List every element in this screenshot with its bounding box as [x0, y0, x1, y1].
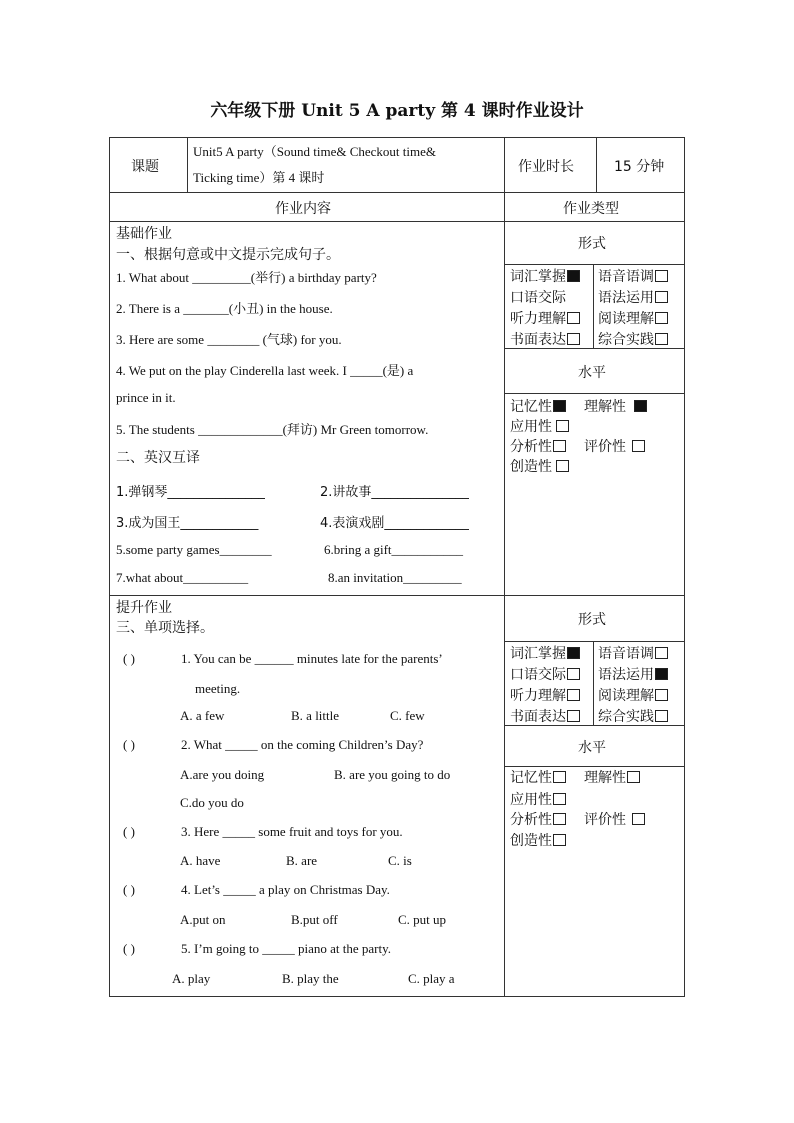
improve-form-6[interactable]: 书面表达 — [510, 706, 580, 726]
option-2a: A.are you doing — [180, 767, 265, 782]
basic-form-3[interactable]: 语法运用 — [598, 287, 668, 307]
option-3b: B. are — [286, 853, 318, 868]
paren-4: ( ) — [123, 882, 135, 897]
checkbox[interactable] — [567, 647, 580, 659]
part2-heading: 二、英汉互译 — [116, 450, 200, 466]
translation-4: 4.表演戏剧_____________ — [320, 516, 469, 531]
checkbox[interactable] — [556, 420, 569, 432]
option-1b: B. a little — [291, 708, 340, 723]
sentence-4: 4. We put on the play Cinderella last week. I _____(是) a — [116, 363, 414, 378]
question-1: 1. You can be ______ minutes late for the parents’ — [181, 651, 443, 666]
improve-level-2[interactable]: 应用性 — [510, 789, 566, 809]
type-label: 作业类型 — [563, 201, 619, 217]
checkbox[interactable] — [567, 312, 580, 324]
option-5b: B. play the — [282, 971, 339, 986]
translation-5: 5.some party games________ — [116, 542, 272, 557]
checkbox[interactable] — [567, 270, 580, 282]
translation-2: 2.讲故事_______________ — [320, 485, 469, 500]
question-1-cont: meeting. — [195, 681, 241, 696]
checkbox[interactable] — [655, 647, 668, 659]
basic-level-4[interactable]: 评价性 — [584, 436, 645, 456]
checkbox[interactable] — [553, 400, 566, 412]
option-5a: A. play — [172, 971, 211, 986]
option-3c: C. is — [388, 853, 412, 868]
page-title: 六年级下册 Unit 5 A party 第 4 课时作业设计 — [210, 101, 584, 121]
option-4b: B.put off — [291, 912, 338, 927]
basic-form-7[interactable]: 综合实践 — [598, 329, 668, 349]
basic-level-3[interactable]: 分析性 — [510, 436, 566, 456]
question-2: 2. What _____ on the coming Children’s Day? — [181, 737, 424, 752]
option-2c: C.do you do — [180, 795, 244, 810]
sentence-1: 1. What about _________(举行) a birthday party? — [116, 270, 377, 285]
paren-3: ( ) — [123, 824, 135, 839]
translation-8: 8.an invitation_________ — [328, 570, 462, 585]
basic-form-4[interactable]: 听力理解 — [510, 308, 580, 328]
option-1a: A. a few — [180, 708, 225, 723]
improve-form-7[interactable]: 综合实践 — [598, 706, 668, 726]
option-4a: A.put on — [180, 912, 226, 927]
option-4c: C. put up — [398, 912, 447, 927]
topic-line2: Ticking time）第 4 课时 — [193, 170, 325, 185]
improve-form-2[interactable]: 口语交际 — [510, 664, 580, 684]
improve-level-5[interactable]: 创造性 — [510, 830, 566, 850]
checkbox[interactable] — [632, 440, 645, 452]
improve-form-5[interactable]: 阅读理解 — [598, 685, 668, 705]
option-5c: C. play a — [408, 971, 455, 986]
content-label: 作业内容 — [275, 201, 331, 217]
improve-form-3[interactable]: 语法运用 — [598, 664, 668, 684]
translation-1: 1.弹钢琴_______________ — [116, 485, 265, 500]
topic-line1: Unit5 A party（Sound time& Checkout time& — [193, 144, 437, 159]
part1-heading: 一、根据句意或中文提示完成句子。 — [116, 247, 340, 263]
option-2b: B. are you going to do — [334, 767, 451, 782]
paren-1: ( ) — [123, 651, 135, 666]
checkbox[interactable] — [567, 668, 580, 680]
basic-level-1[interactable]: 理解性 — [584, 396, 647, 416]
improve-level-4[interactable]: 评价性 — [584, 809, 645, 829]
basic-level-0[interactable]: 记忆性 — [510, 396, 566, 416]
improve-level-1[interactable]: 理解性 — [584, 767, 640, 787]
improve-form-0[interactable]: 词汇掌握 — [510, 643, 580, 663]
checkbox[interactable] — [655, 710, 668, 722]
checkbox[interactable] — [553, 440, 566, 452]
improve-level-label: 水平 — [578, 740, 606, 756]
sentence-4-cont: prince in it. — [116, 390, 176, 405]
checkbox[interactable] — [655, 333, 668, 345]
part3-heading: 三、单项选择。 — [116, 620, 214, 636]
paren-5: ( ) — [123, 941, 135, 956]
translation-3: 3.成为国王____________ — [116, 516, 259, 531]
checkbox[interactable] — [553, 771, 566, 783]
question-3: 3. Here _____ some fruit and toys for you. — [181, 824, 403, 839]
option-3a: A. have — [180, 853, 221, 868]
duration-value: 15 分钟 — [614, 159, 665, 175]
sentence-2: 2. There is a _______(小丑) in the house. — [116, 301, 333, 316]
basic-form-0[interactable]: 词汇掌握 — [510, 266, 580, 286]
translation-6: 6.bring a gift___________ — [324, 542, 464, 557]
question-5: 5. I’m going to _____ piano at the party. — [181, 941, 392, 956]
basic-form-6[interactable]: 书面表达 — [510, 329, 580, 349]
duration-label: 作业时长 — [518, 159, 574, 175]
checkbox[interactable] — [655, 689, 668, 701]
paren-2: ( ) — [123, 737, 135, 752]
question-4: 4. Let’s _____ a play on Christmas Day. — [181, 882, 390, 897]
checkbox[interactable] — [655, 291, 668, 303]
checkbox[interactable] — [567, 689, 580, 701]
checkbox[interactable] — [553, 793, 566, 805]
checkbox[interactable] — [627, 771, 640, 783]
checkbox[interactable] — [556, 460, 569, 472]
checkbox[interactable] — [553, 813, 566, 825]
basic-level-label: 水平 — [578, 365, 606, 381]
option-1c: C. few — [390, 708, 425, 723]
sentence-5: 5. The students _____________(拜访) Mr Green tomorrow. — [116, 422, 429, 437]
improve-heading: 提升作业 — [116, 600, 172, 616]
checkbox[interactable] — [655, 668, 668, 680]
basic-form-2[interactable]: 口语交际 — [510, 290, 566, 306]
basic-form-5[interactable]: 阅读理解 — [598, 308, 668, 328]
improve-level-3[interactable]: 分析性 — [510, 809, 566, 829]
checkbox[interactable] — [632, 813, 645, 825]
basic-level-2[interactable]: 应用性 — [510, 416, 569, 436]
checkbox[interactable] — [567, 333, 580, 345]
checkbox[interactable] — [567, 710, 580, 722]
translation-7: 7.what about__________ — [116, 570, 249, 585]
checkbox[interactable] — [634, 400, 647, 412]
improve-form-label: 形式 — [578, 612, 606, 628]
improve-form-4[interactable]: 听力理解 — [510, 685, 580, 705]
basic-heading: 基础作业 — [116, 226, 172, 242]
checkbox[interactable] — [655, 312, 668, 324]
checkbox[interactable] — [655, 270, 668, 282]
improve-level-0[interactable]: 记忆性 — [510, 767, 566, 787]
basic-form-1[interactable]: 语音语调 — [598, 266, 668, 286]
basic-level-5[interactable]: 创造性 — [510, 456, 569, 476]
checkbox[interactable] — [553, 834, 566, 846]
topic-label: 课题 — [131, 159, 159, 175]
basic-form-label: 形式 — [578, 236, 606, 252]
improve-form-1[interactable]: 语音语调 — [598, 643, 668, 663]
sentence-3: 3. Here are some ________ (气球) for you. — [116, 332, 342, 347]
